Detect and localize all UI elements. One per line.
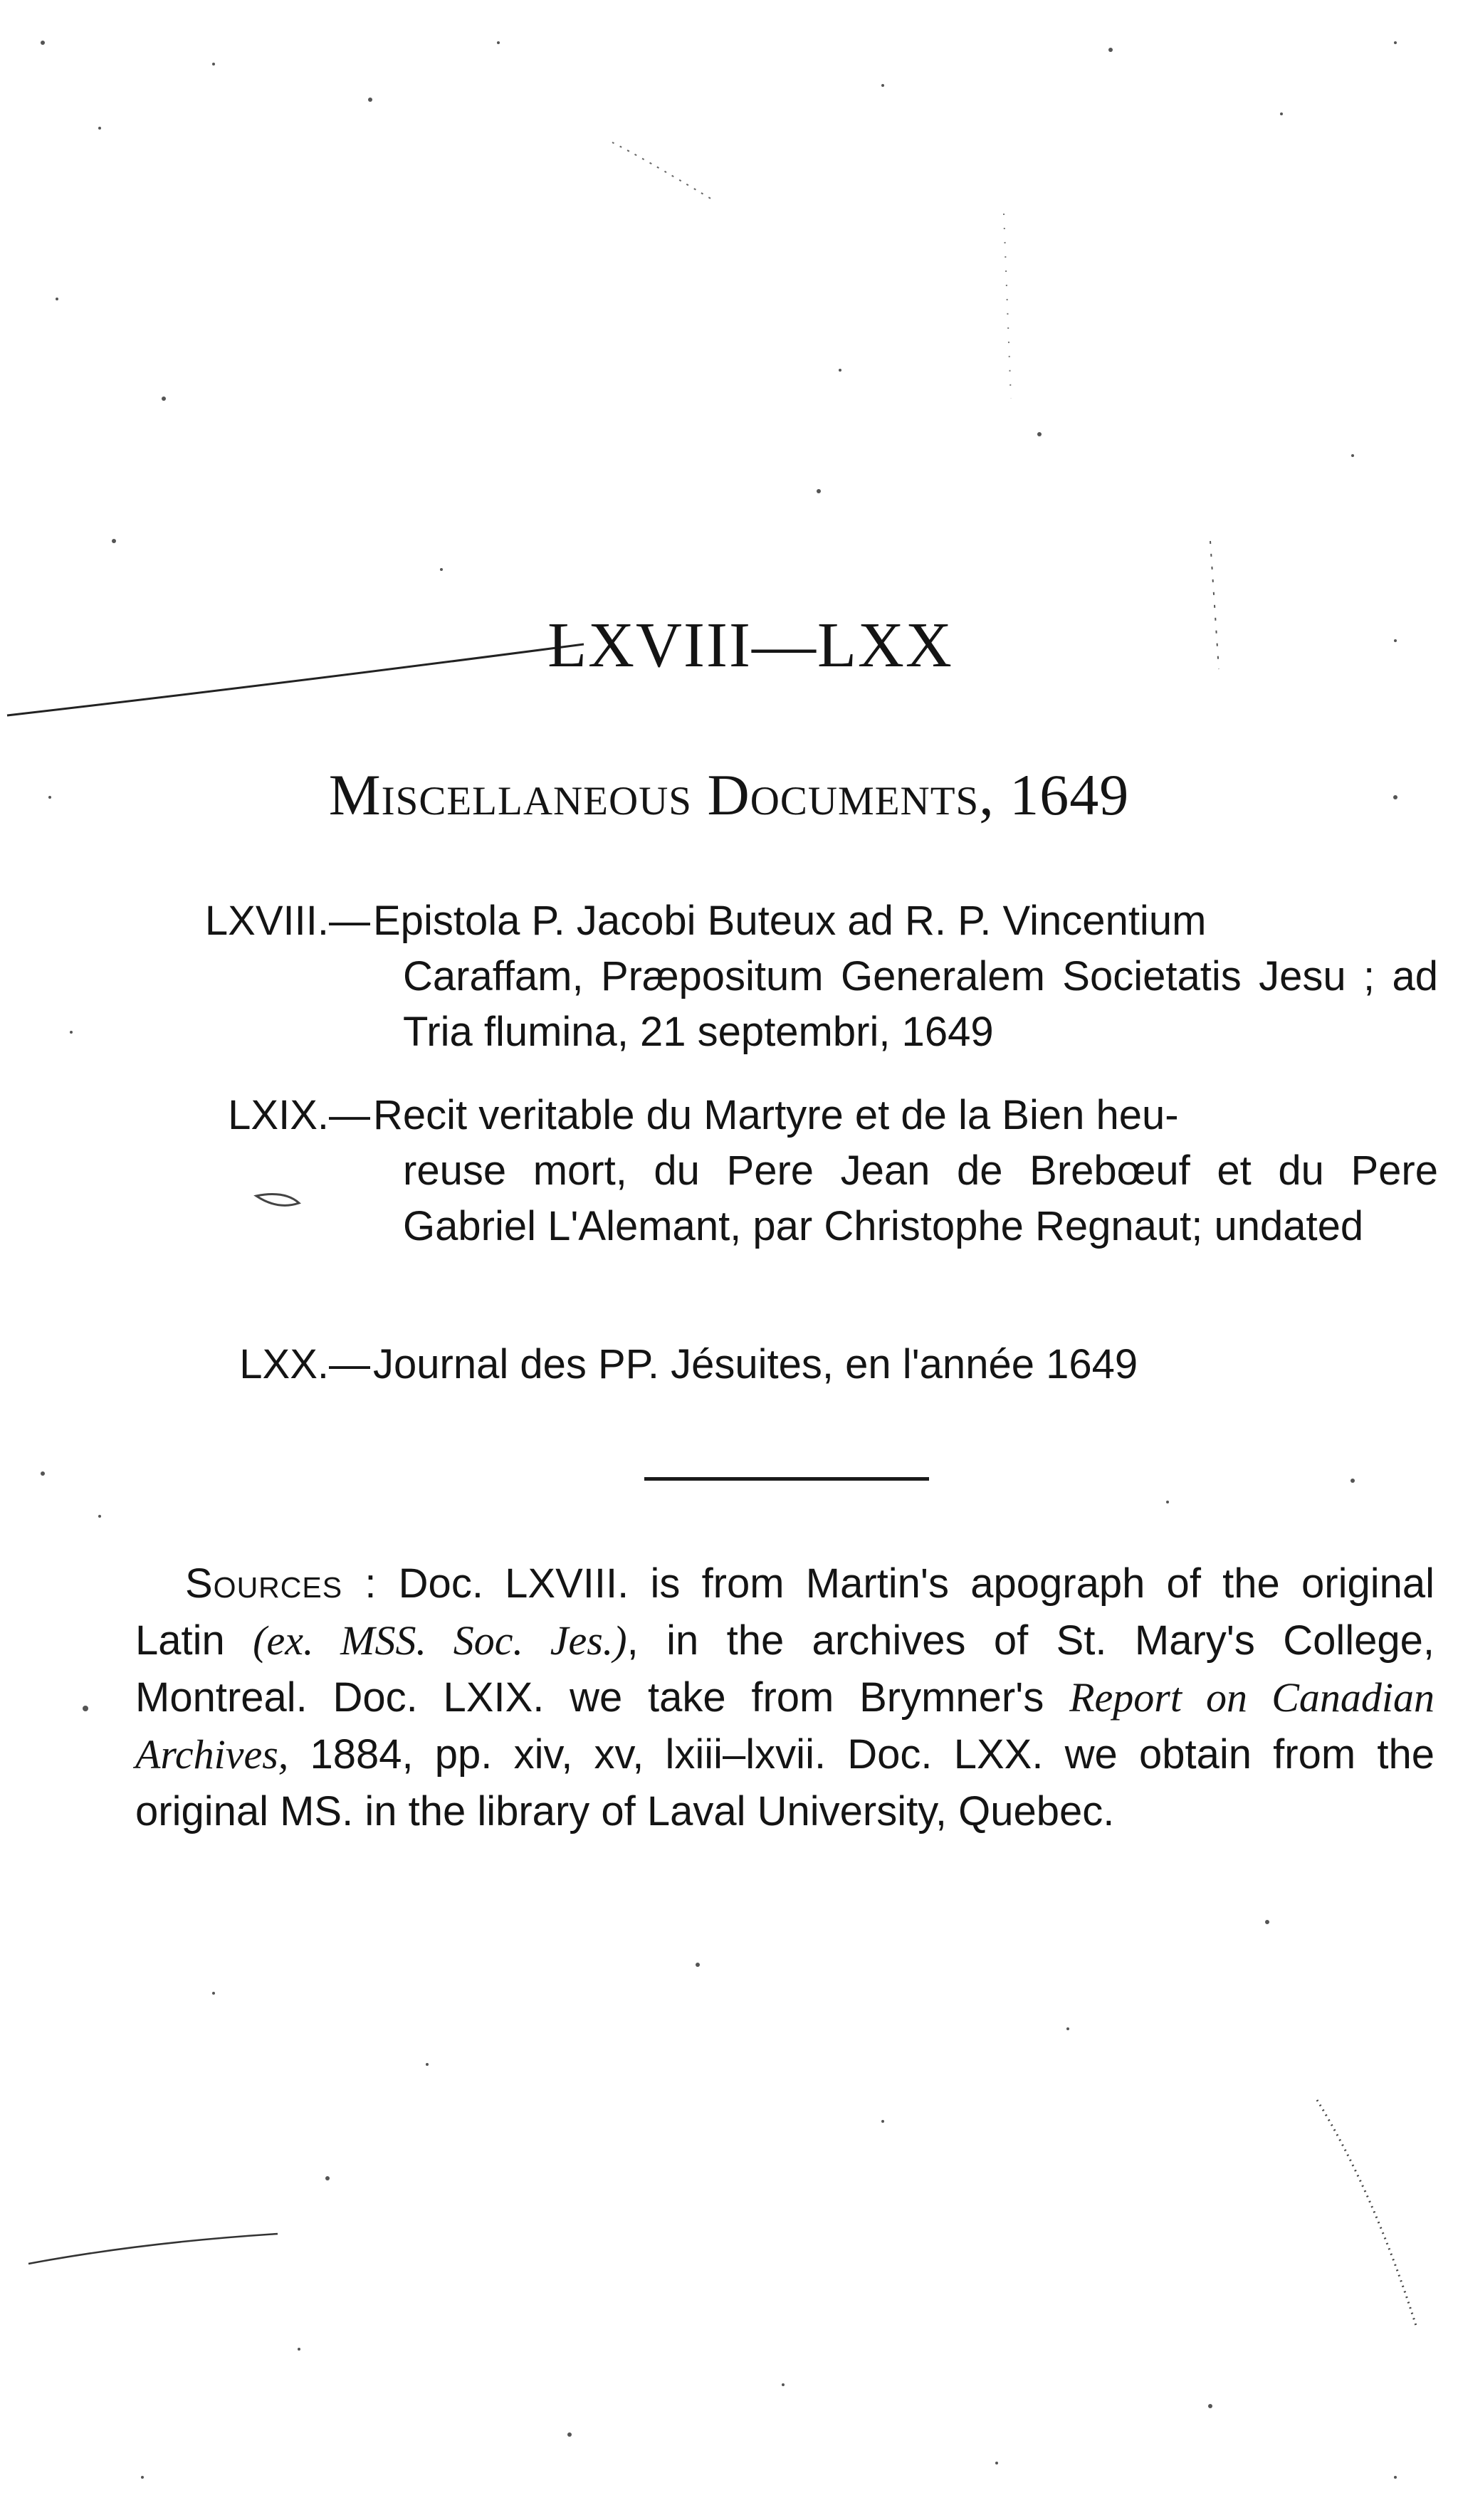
entry-text-first-line: Epistola P. Jacobi Buteux ad R. P. Vincentium [373, 898, 1207, 944]
sources-italic-citation: (ex. MSS. Soc. Jes.) [253, 1617, 627, 1664]
entry-text-first-line: Journal des PP. Jésuites, en l'année 1649 [373, 1341, 1138, 1387]
sources-paragraph [135, 1555, 1435, 1840]
sources-text-part-2: , in the archives of St. Mary's College, Montreal. Doc. LXIX. we take from Brymner's [135, 1617, 1435, 1721]
entry-number: LXVIII.— [204, 898, 370, 944]
entry-number: LXX.— [239, 1341, 370, 1387]
entry-number: LXIX.— [228, 1092, 370, 1138]
documents-title: Miscellaneous Documents, 1649 [328, 762, 1130, 827]
sources-text-part-3: 1884, pp. xiv, xv, lxiii–lxvii. Doc. LXX. we obtain from the original MS. in the library of Laval University, Quebec. [135, 1731, 1435, 1834]
sources-italic-report-title: Report on Canadian Archives, [135, 1674, 1435, 1778]
entry-text-continued: Caraffam, Præpositum Generalem Societatis Jesu ; ad Tria flumina, 21 septembri, 1649 [403, 953, 1438, 1055]
chapter-title: LXVIII—LXX [547, 610, 953, 681]
sources-text-part-1: Doc. LXVIII. is from Martin's apograph of the original Latin [135, 1560, 1435, 1664]
entry-text-continued: reuse mort, du Pere Jean de Brebœuf et du Pere Gabriel L'Alemant, par Christophe Regnaut; undated [403, 1148, 1438, 1249]
entry-text-first-line: Recit veritable du Martyre et de la Bien heu- [373, 1092, 1179, 1138]
section-divider [644, 1477, 929, 1481]
sources-label: Sources : [185, 1560, 377, 1607]
